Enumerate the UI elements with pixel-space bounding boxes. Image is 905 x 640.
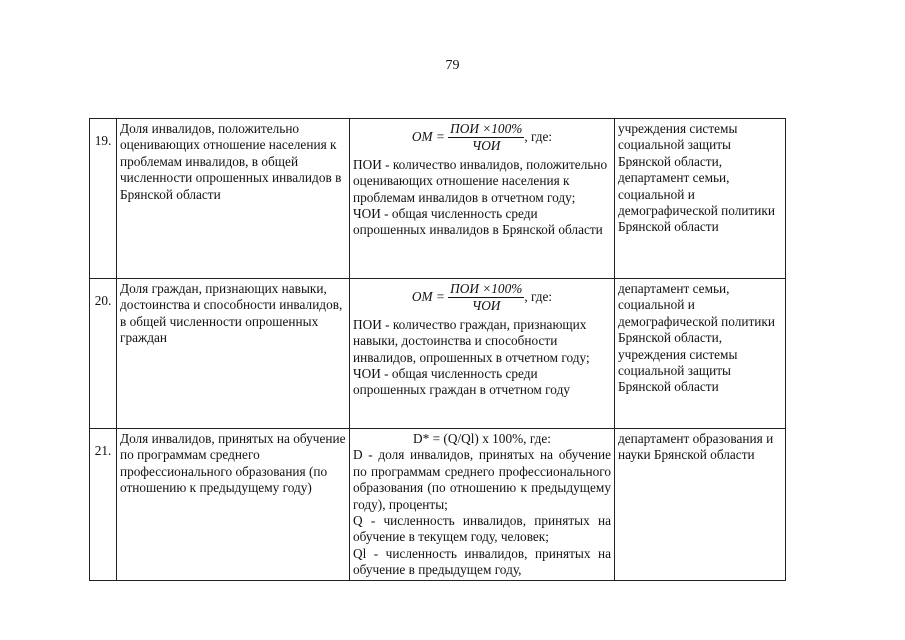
- formula: D* = (Q/Ql) x 100%, где:: [413, 431, 551, 446]
- table-row: [90, 119, 786, 279]
- formula-suffix: , где:: [524, 128, 553, 144]
- definition: ПОИ - количество инвалидов, положительно оценивающих отношение населения к проблемам инвалидов в отчетном году;: [353, 156, 608, 205]
- formula-fraction: [448, 121, 524, 155]
- definition: D - доля инвалидов, принятых на обучение по программам среднего профессионального образования (по отношению к предыдущему году), проценты;: [353, 447, 611, 512]
- formula-lhs: ОМ =: [411, 288, 445, 304]
- indicator-name: Доля инвалидов, принятых на обучение по программам среднего профессионального образования (по отношению к предыдущему году): [117, 429, 350, 581]
- formula-suffix: , где:: [524, 288, 553, 304]
- formula-numerator: ПОИ ×100%: [448, 281, 524, 298]
- formula: [353, 121, 611, 155]
- indicator-name: Доля инвалидов, положительно оценивающих отношение населения к проблемам инвалидов, в общей численности опрошенных инвалидов в Брянской области: [117, 119, 350, 279]
- formula: [353, 281, 611, 315]
- row-number: 21.: [90, 429, 117, 581]
- formula-lhs: ОМ =: [411, 128, 445, 144]
- indicator-name: Доля граждан, признающих навыки, достоинства и способности инвалидов, в общей численности опрошенных граждан: [117, 279, 350, 429]
- definition: ПОИ - количество граждан, признающих навыки, достоинства и способности инвалидов, опрошенных в отчетном году;: [353, 316, 590, 365]
- calculation-method: [350, 119, 615, 279]
- definition: Q - численность инвалидов, принятых на обучение в текущем году, человек;: [353, 513, 611, 545]
- table-row: [90, 279, 786, 429]
- row-number: 19.: [90, 119, 117, 279]
- formula-denominator: ЧОИ: [472, 138, 501, 154]
- table-row: [90, 429, 786, 581]
- formula-fraction: [448, 281, 524, 315]
- responsible-body: департамент семьи, социальной и демографической политики Брянской области, учреждения системы социальной защиты Брянской области: [615, 279, 786, 429]
- indicators-table: [89, 118, 786, 581]
- responsible-body: учреждения системы социальной защиты Брянской области, департамент семьи, социальной и демографической политики Брянской области: [615, 119, 786, 279]
- formula-denominator: ЧОИ: [472, 298, 501, 314]
- row-number: 20.: [90, 279, 117, 429]
- formula-numerator: ПОИ ×100%: [448, 121, 524, 138]
- page-number: 79: [445, 58, 460, 73]
- calculation-method: [350, 429, 615, 581]
- definition: ЧОИ - общая численность среди опрошенных инвалидов в Брянской области: [353, 206, 603, 238]
- responsible-body: департамент образования и науки Брянской области: [615, 429, 786, 581]
- calculation-method: [350, 279, 615, 429]
- definition: Ql - численность инвалидов, принятых на обучение в предыдущем году,: [353, 545, 611, 578]
- definition: ЧОИ - общая численность среди опрошенных граждан в отчетном году: [353, 366, 570, 398]
